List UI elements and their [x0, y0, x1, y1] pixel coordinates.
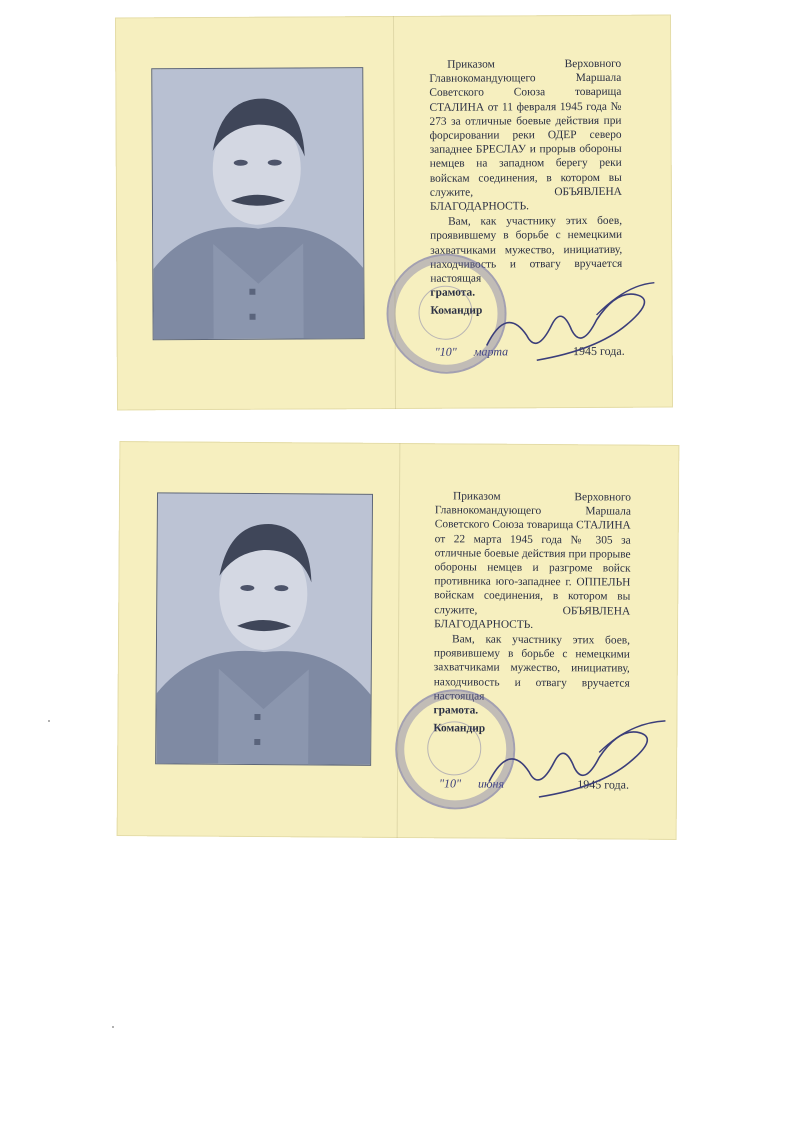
date-day: "10"	[434, 344, 457, 359]
scan-speck	[48, 720, 50, 722]
commander-signature	[477, 700, 678, 811]
commander-label: Командир	[430, 304, 483, 318]
award-word: грамота.	[430, 286, 476, 300]
certificate-card-2	[117, 441, 680, 840]
commander-label: Командир	[433, 722, 486, 735]
certificate-card-1	[115, 15, 673, 411]
citation-paragraph-1: Приказом Верховного Главнокомандующего Маршала Советского Союза товарища СТАЛИНА от 22 марта 1945 года № 305 за отличные боевые действия при прорыве обороны немцев и разгроме войск противника юго-западнее г. ОППЕЛЬН войскам соединения, в котором вы служите, ОБЪЯВЛЕНА БЛАГОДАРНОСТЬ.	[434, 490, 632, 631]
scan-speck	[112, 1026, 114, 1028]
date-month: марта	[473, 344, 509, 359]
citation-paragraph-2: Вам, как участнику этих боев, проявившему в борьбе с немецкими захватчиками мужество, инициативу, находчивость и отвагу вручается настоящая	[430, 215, 623, 285]
commander-signature	[473, 265, 667, 376]
portrait-image	[151, 67, 364, 340]
portrait-image	[155, 492, 373, 766]
date-year: 1945 года.	[572, 343, 625, 359]
citation-paragraph-1: Приказом Верховного Главнокомандующего Маршала Советского Союза товарища СТАЛИНА от 11 февраля 1945 года № 273 за отличные боевые действия при форсировании реки ОДЕР северо западнее БРЕСЛАУ и прорыв обороны немцев на западном берегу реки войскам соединения, в котором вы служите, ОБЪЯВЛЕНА БЛАГОДАРНОСТЬ.	[429, 57, 622, 213]
date-year: 1945 года.	[577, 777, 630, 792]
date-day: "10"	[438, 776, 462, 791]
citation-paragraph-2: Вам, как участнику этих боев, проявившему в борьбе с немецкими захватчиками мужество, инициативу, находчивость и отвагу вручается настоящая	[433, 633, 631, 703]
date-month: июня	[478, 776, 505, 791]
award-word: грамота.	[433, 704, 479, 717]
